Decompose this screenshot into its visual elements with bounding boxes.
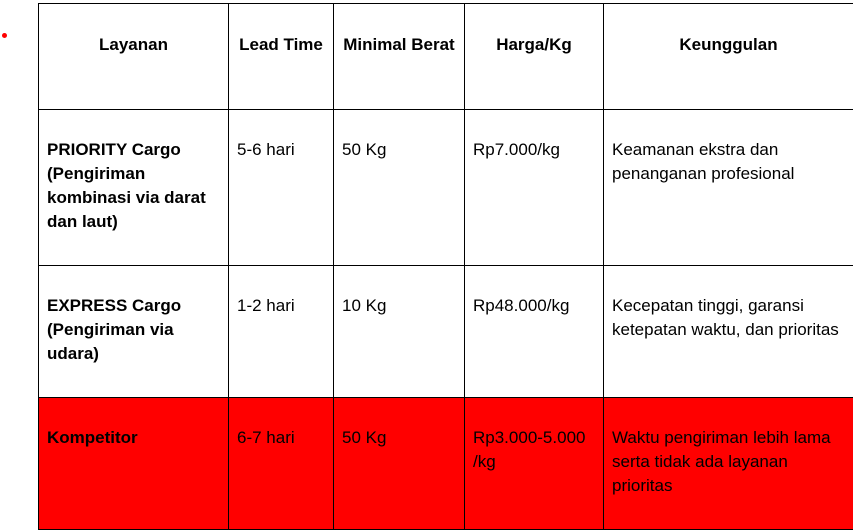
cargo-comparison-table [38,3,853,530]
cell-layanan: Kompetitor [39,398,229,530]
cell-lead-time: 1-2 hari [229,266,334,398]
cell-keunggulan: Kecepatan tinggi, garansi ketepatan waktu, dan prioritas [604,266,853,398]
cell-harga: Rp3.000-5.000 /kg [465,398,604,530]
cell-minimal-berat: 10 Kg [334,266,465,398]
header-minimal-berat: Minimal Berat [334,4,465,110]
cell-layanan: PRIORITY Cargo (Pengiriman kombinasi via darat dan laut) [39,110,229,266]
table-row-express [39,266,853,398]
table-row-priority [39,110,853,266]
cell-minimal-berat: 50 Kg [334,398,465,530]
bullet-dot [2,33,7,38]
cell-harga: Rp48.000/kg [465,266,604,398]
header-layanan: Layanan [39,4,229,110]
cell-harga: Rp7.000/kg [465,110,604,266]
cell-keunggulan: Keamanan ekstra dan penanganan profesional [604,110,853,266]
table-header-row [39,4,853,110]
cell-lead-time: 6-7 hari [229,398,334,530]
header-lead-time: Lead Time [229,4,334,110]
header-harga: Harga/Kg [465,4,604,110]
cell-minimal-berat: 50 Kg [334,110,465,266]
cell-lead-time: 5-6 hari [229,110,334,266]
header-keunggulan: Keunggulan [604,4,853,110]
cell-keunggulan: Waktu pengiriman lebih lama serta tidak ada layanan prioritas [604,398,853,530]
table-row-kompetitor [39,398,853,530]
cell-layanan: EXPRESS Cargo (Pengiriman via udara) [39,266,229,398]
